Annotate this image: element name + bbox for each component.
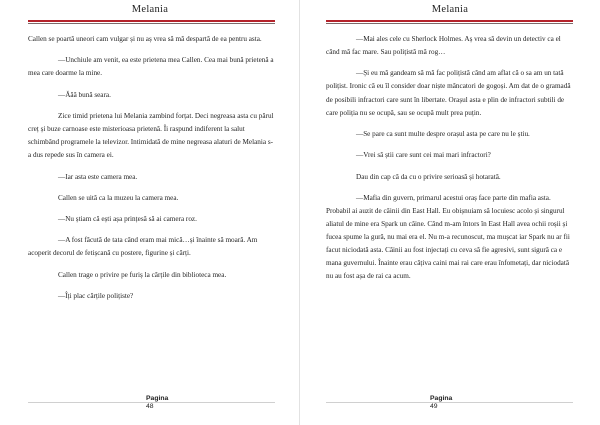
right-page <box>300 0 600 425</box>
footer-label: Pagina <box>430 395 453 402</box>
right-page-body <box>326 33 574 292</box>
paragraph: —Și eu mă gandeam să mă fac polițistă când am aflat că o sa am un tată polițist. Ironic că eu îl consider doar niște mâncatori de gogoși. Am dat de o gramadă de posibili infractori care sunt în libertate. Orașul asta e plin de infractori subtili de care poliția nu se ocupă, sau se ocupă mult prea puțin. <box>326 69 571 117</box>
left-page-footer <box>146 395 168 411</box>
paragraph: —Mafia din guvern, primarul acestui oraș face parte din mafia asta. Probabil ai auzit de câinii din East Hall. Eu obișnuiam să locuiesc acolo și singurul aliatul de mine era Spark un câine. Când m-am întors în East Hall avea ochii roșii și fucea spume la gură, nu mai era el. Nu m-a recunoscut, ma mușcat iar Spark nu ar fii facut niciodată asta. Câinii au fost injectați cu ceva să fie agresivi, sunt sigură ca e mana guvernului. Înainte erau câțiva caini mai rai care erau înfometați, dar niciodată nu au fost așa de rai ca acum. <box>326 193 570 281</box>
right-page-footer <box>430 395 452 411</box>
paragraph: —A fost făcută de tata când eram mai mică…și înainte să moară. Am acoperit decorul de fetișcană cu postere, figurine și cărți. <box>28 236 258 258</box>
left-header-red-rule <box>28 20 275 22</box>
footer-label: Pagina <box>146 395 169 402</box>
paragraph: Callen se uită ca la muzeu la camera mea. <box>58 193 179 202</box>
paragraph: —Ăăă bună seara. <box>58 90 111 99</box>
left-page-body <box>28 33 276 311</box>
page-number: 49 <box>430 403 438 410</box>
paragraph: Zice timid prietena lui Melania zambind forțat. Deci negreasa asta cu părul creț și buze carnoase este misterioasa prietenă. Îi raspund indiferent la salut schimbând programele la televizor. Intimidată de mine negreasa alaturi de Melania s-a dus repede sus în camera ei. <box>28 111 274 160</box>
paragraph: —Iar asta este camera mea. <box>58 172 138 181</box>
right-header-gray-rule <box>326 23 573 24</box>
paragraph: Dau din cap că da cu o privire serioasă și hotarată. <box>356 172 501 181</box>
paragraph: —Nu știam că ești așa prințesă să ai camera roz. <box>58 215 197 224</box>
page-number: 48 <box>146 403 154 410</box>
left-header-gray-rule <box>28 23 275 24</box>
right-page-header-title: Melania <box>431 4 469 15</box>
paragraph: —Mai ales cele cu Sherlock Holmes. Aș vrea să devin un detectiv ca el când mă fac mare. Sau polițistă mă rog… <box>326 35 561 57</box>
paragraph: —Unchiule am venit, ea este prietena mea Callen. Cea mai bună prietenă a mea care doarme la mine. <box>28 56 274 78</box>
paragraph: —Se pare ca sunt multe despre orașul asta pe care nu le știu. <box>356 129 530 138</box>
right-header-red-rule <box>326 20 573 22</box>
left-page-header-title: Melania <box>131 4 169 15</box>
paragraph: Callen trage o privire pe furiș la cărțile din biblioteca mea. <box>58 270 227 279</box>
paragraph: —Îți plac cărțile polițiste? <box>58 292 134 300</box>
paragraph: —Vrei să știi care sunt cei mai mari infractori? <box>356 151 491 160</box>
paragraph: Callen se poartă uneori cam vulgar și nu aș vrea să mă despartă de ea pentru asta. <box>28 35 262 43</box>
